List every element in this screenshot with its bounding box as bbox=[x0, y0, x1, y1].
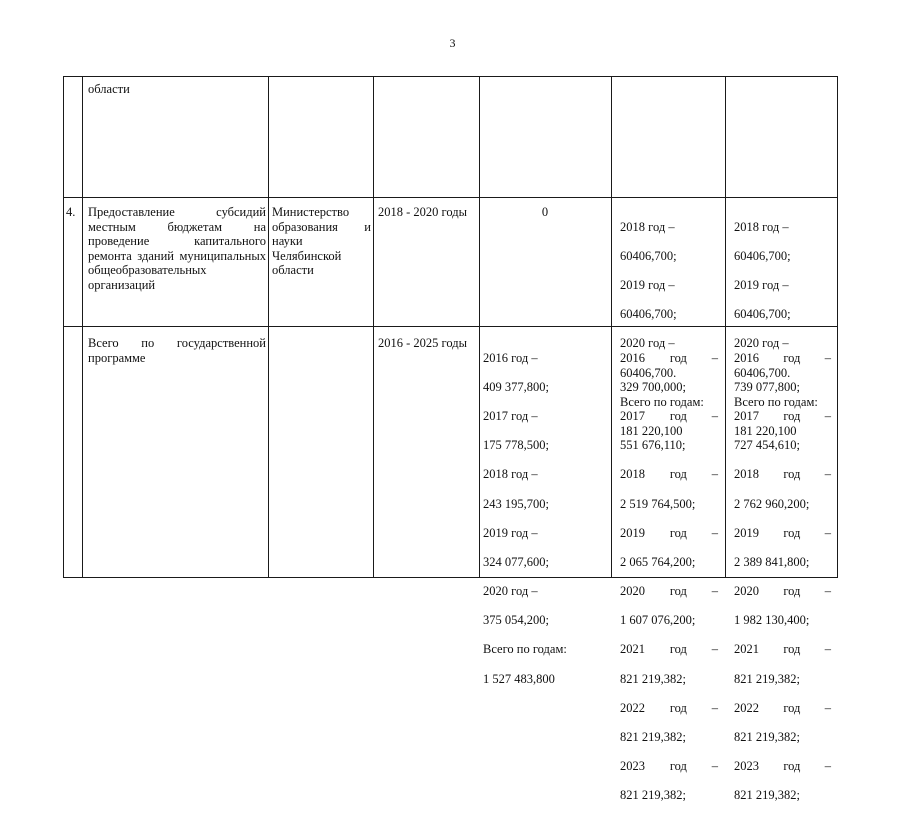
total-col6-values: 2016 год – 739 077,800; 2017 год – 727 454,610; 2018 год – 2 762 960,200; 2019 год – 2 389 841,800; 2020 год – 1 982 130,400; 2021 год – 821 219,382; 2022 год – 821 219,382; 2023 год – 821 219,382; bbox=[734, 350, 831, 803]
table-rule bbox=[479, 76, 480, 578]
table-rule bbox=[63, 577, 838, 578]
table-rule bbox=[837, 76, 838, 578]
table-rule bbox=[63, 326, 838, 327]
table-rule bbox=[63, 76, 838, 77]
year-line: 2020 год – bbox=[734, 584, 831, 599]
row4-col6-values: 2018 год – 60406,700; 2019 год – 60406,700; 2020 год – 60406,700. Всего по годам: 181 220,100 bbox=[734, 219, 818, 438]
year-line: 2017 год – bbox=[734, 408, 831, 423]
row4-col4-value: 0 bbox=[541, 205, 549, 219]
table-rule bbox=[63, 197, 838, 198]
year-line: 2023 год – bbox=[734, 759, 831, 774]
year-line: 2016 год – bbox=[734, 350, 831, 365]
total-col4-values: 2016 год – 409 377,800; 2017 год – 175 778,500; 2018 год – 243 195,700; 2019 год – 324 077,600; 2020 год – 375 054,200; Всего по годам: 1 527 483,800 bbox=[483, 350, 567, 686]
year-line: 2022 год – bbox=[734, 700, 831, 715]
year-line: 2021 год – bbox=[620, 642, 718, 657]
total-col5-values: 2016 год – 329 700,000; 2017 год – 551 676,110; 2018 год – 2 519 764,500; 2019 год – 2 065 764,200; 2020 год – 1 607 076,200; 2021 год – 821 219,382; 2022 год – 821 219,382; 2023 год – 821 219,382; bbox=[620, 350, 718, 803]
year-line: 2018 год – bbox=[734, 467, 831, 482]
table-rule bbox=[63, 76, 64, 578]
table-rule bbox=[611, 76, 612, 578]
top-row-text: области bbox=[88, 82, 130, 96]
table-rule bbox=[373, 76, 374, 578]
row-number: 4. bbox=[66, 205, 76, 219]
year-line: 2018 год – bbox=[620, 467, 718, 482]
total-period: 2016 - 2025 годы bbox=[378, 336, 468, 350]
year-line: 2016 год – bbox=[620, 350, 718, 365]
row4-executor: Министерство образования и науки Челябинской области bbox=[272, 205, 371, 278]
row4-period: 2018 - 2020 годы bbox=[378, 205, 468, 219]
table-rule bbox=[725, 76, 726, 578]
year-line: 2020 год – bbox=[620, 584, 718, 599]
page-number: 3 bbox=[449, 36, 456, 50]
table-rule bbox=[82, 76, 83, 578]
year-line: 2019 год – bbox=[620, 525, 718, 540]
year-line: 2021 год – bbox=[734, 642, 831, 657]
year-line: 2023 год – bbox=[620, 759, 718, 774]
year-line: 2022 год – bbox=[620, 700, 718, 715]
row4-col5-values: 2018 год – 60406,700; 2019 год – 60406,700; 2020 год – 60406,700. Всего по годам: 181 220,100 bbox=[620, 219, 704, 438]
year-line: 2017 год – bbox=[620, 408, 718, 423]
total-description: Всего по государственной программе bbox=[88, 336, 266, 365]
year-line: 2019 год – bbox=[734, 525, 831, 540]
row4-description: Предоставление субсидий местным бюджетам на проведение капитального ремонта зданий муниципальных общеобразовательных организаций bbox=[88, 205, 266, 292]
table-rule bbox=[268, 76, 269, 578]
